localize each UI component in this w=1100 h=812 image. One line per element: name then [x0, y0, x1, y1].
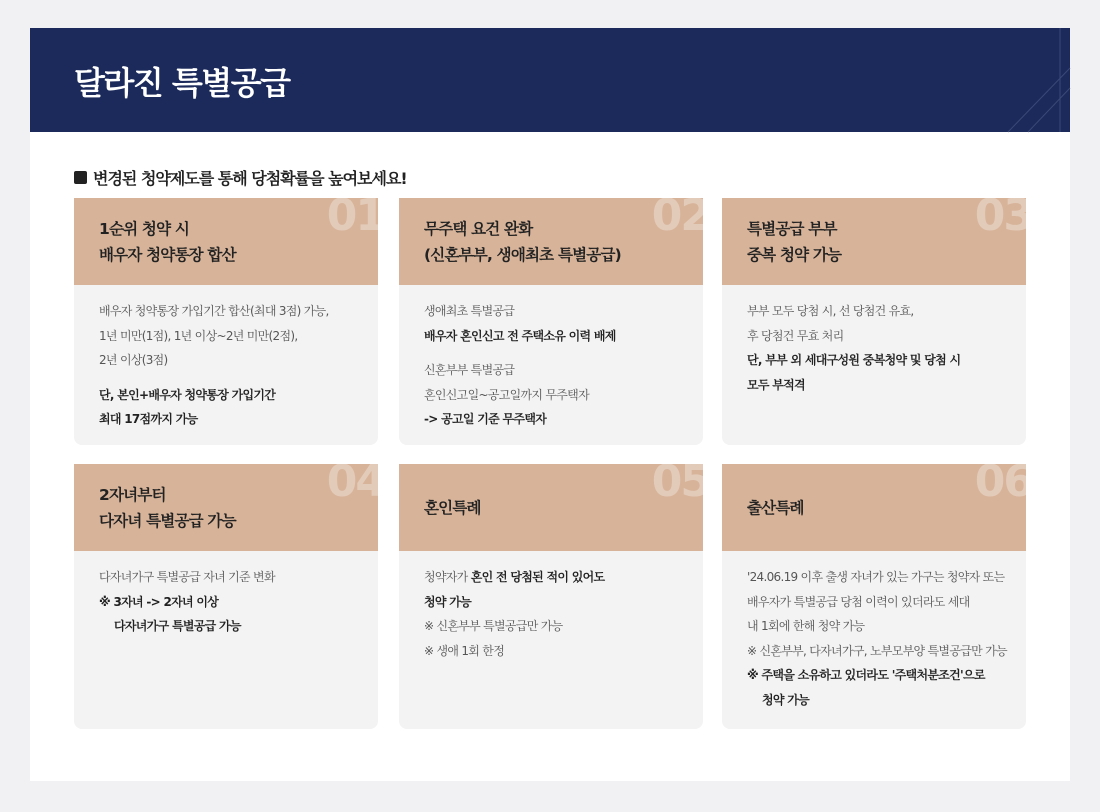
card-text-emphasis: 배우자 혼인신고 전 주택소유 이력 배제: [424, 328, 616, 343]
card-header: [722, 456, 1032, 551]
card-text: '24.06.19 이후 출생 자녀가 있는 가구는 청약자 또는: [747, 570, 1005, 584]
banner-decoration: [980, 28, 1070, 132]
card-text-emphasis: -> 공고일 기준 무주택자: [424, 412, 547, 426]
card-text-emphasis: 단, 본인+배우자 청약통장 가입기간: [99, 387, 276, 402]
card-number: 01: [326, 190, 384, 241]
card-number: 06: [974, 456, 1032, 507]
card-spouse-account: [74, 190, 384, 445]
card-text: ※ 신혼부부, 다자녀가구, 노부모부양 특별공급만 가능: [747, 643, 1007, 658]
card-homeless-criteria: [399, 190, 709, 445]
card-header: [74, 456, 384, 551]
card-text-emphasis: 단, 부부 외 세대구성원 중복청약 및 당첨 시: [747, 353, 961, 367]
card-title: 2자녀부터 다자녀 특별공급 가능: [99, 485, 236, 530]
card-title: 무주택 요건 완화 (신혼부부, 생애최초 특별공급): [424, 219, 621, 264]
card-header: [399, 190, 709, 285]
card-text: 생애최초 특별공급: [424, 304, 515, 318]
card-text: 2년 이상(3점): [99, 353, 168, 367]
card-text-emphasis: 청약 가능: [762, 692, 810, 707]
card-body: [722, 551, 1026, 726]
card-text: 청약자가 혼인 전 당첨된 적이 있어도: [424, 570, 605, 584]
card-text: ※ 생애 1회 한정: [424, 643, 505, 658]
card-header: [722, 190, 1032, 285]
card-body: [399, 285, 703, 446]
card-text: 배우자 청약통장 가입기간 합산(최대 3점) 가능,: [99, 304, 329, 318]
square-bullet-icon: [74, 171, 87, 184]
card-text: 부부 모두 당첨 시, 선 당첨건 유효,: [747, 304, 914, 318]
card-text: 혼인신고일~공고일까지 무주택자: [424, 387, 589, 402]
card-text-emphasis: 혼인 전 당첨된 적이 있어도: [470, 570, 605, 584]
card-text: 배우자가 특별공급 당첨 이력이 있더라도 세대: [747, 594, 970, 609]
card-text-emphasis: 모두 부적격: [747, 377, 805, 392]
card-header: [74, 190, 384, 285]
card-body: [74, 551, 378, 653]
card-body: [399, 551, 703, 677]
card-marriage-special: [399, 456, 709, 729]
card-title: 출산특례: [747, 498, 804, 517]
card-title: 혼인특례: [424, 498, 481, 517]
card-text: ※ 신혼부부 특별공급만 가능: [424, 619, 563, 633]
content-panel: [30, 28, 1070, 781]
card-header: [399, 456, 709, 551]
card-number: 02: [651, 190, 709, 241]
section-heading-text: 변경된 청약제도를 통해 당첨확률을 높여보세요!: [93, 169, 407, 188]
card-body: [722, 285, 1026, 411]
header-banner: [30, 28, 1070, 132]
card-text-emphasis: 청약 가능: [424, 594, 472, 609]
card-text-emphasis: 최대 17점까지 가능: [99, 412, 198, 426]
section-heading: [74, 166, 407, 189]
card-text: 1년 미만(1점), 1년 이상~2년 미만(2점),: [99, 328, 298, 343]
page-title: 달라진 특별공급: [74, 64, 290, 102]
card-number: 05: [651, 456, 709, 507]
card-title: 1순위 청약 시 배우자 청약통장 합산: [99, 219, 236, 264]
card-text-emphasis: ※ 3자녀 -> 2자녀 이상: [99, 594, 219, 609]
card-body: [74, 285, 378, 446]
card-title: 특별공급 부부 중복 청약 가능: [747, 219, 842, 264]
card-text: 내 1회에 한해 청약 가능: [747, 619, 865, 633]
card-text-emphasis: ※ 주택을 소유하고 있더라도 '주택처분조건'으로: [747, 668, 985, 682]
card-text: 다자녀가구 특별공급 자녀 기준 변화: [99, 570, 275, 584]
card-multi-child: [74, 456, 384, 729]
card-birth-special: [722, 456, 1032, 729]
card-text-emphasis: 다자녀가구 특별공급 가능: [114, 619, 241, 633]
card-couple-duplicate: [722, 190, 1032, 445]
card-number: 04: [326, 456, 384, 507]
card-number: 03: [974, 190, 1032, 241]
card-text: 후 당첨건 무효 처리: [747, 328, 844, 343]
card-text: 신혼부부 특별공급: [424, 363, 515, 377]
